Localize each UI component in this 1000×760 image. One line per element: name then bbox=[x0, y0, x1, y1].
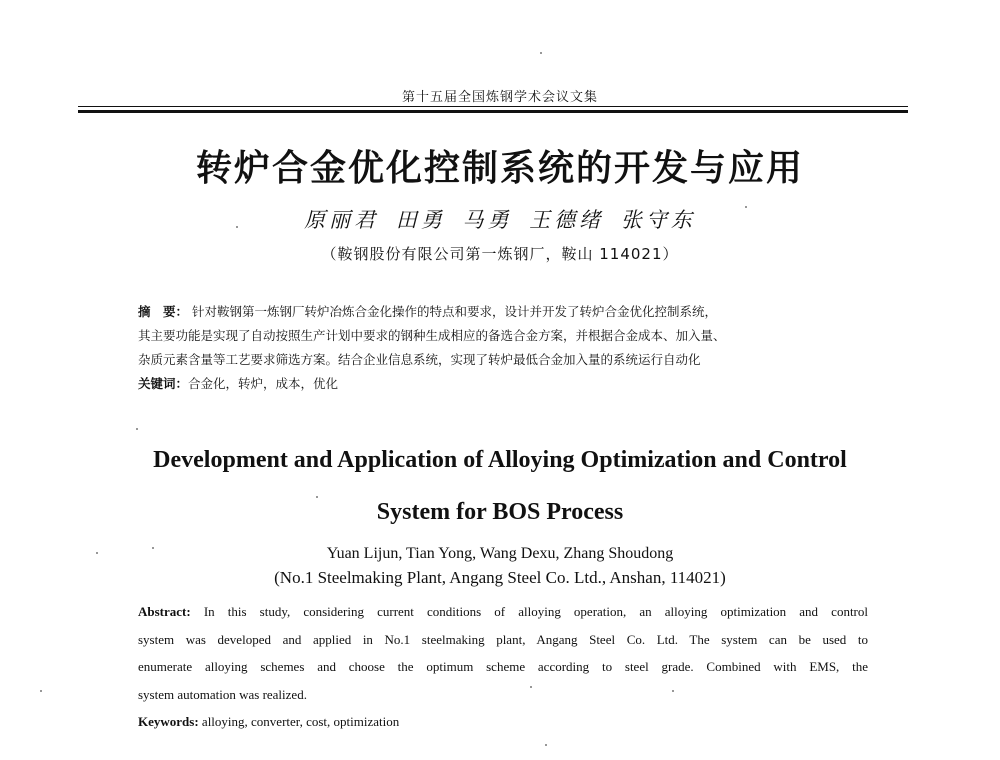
scan-speck bbox=[530, 686, 532, 688]
scan-speck bbox=[136, 428, 138, 430]
cn-abstract-label: 摘 要： bbox=[138, 304, 189, 319]
scan-speck bbox=[40, 690, 42, 692]
cn-abstract-line bbox=[138, 300, 868, 324]
en-abstract-line: system automation was realized. bbox=[138, 686, 307, 702]
en-abstract-text: In this study, considering current conditions of alloying operation, an alloying optimization and control bbox=[203, 604, 868, 619]
scan-speck bbox=[545, 744, 547, 746]
en-keywords bbox=[138, 708, 868, 736]
cn-keywords-text: 合金化，转炉，成本，优化 bbox=[188, 376, 339, 391]
en-keywords-label: Keywords: bbox=[138, 714, 199, 729]
scan-speck bbox=[96, 552, 98, 554]
en-abstract bbox=[138, 598, 868, 736]
en-abstract-line: enumerate alloying schemes and choose the optimum scheme according to steel grade. Combined with EMS, the bbox=[138, 659, 868, 674]
proceedings-header: 第十五届全国炼钢学术会议文集 bbox=[401, 90, 598, 105]
en-abstract-label: Abstract: bbox=[138, 604, 191, 619]
cn-affiliation: （鞍钢股份有限公司第一炼钢厂，鞍山 114021） bbox=[321, 245, 679, 263]
scan-speck bbox=[236, 226, 238, 228]
header-rule-thin bbox=[78, 106, 908, 107]
cn-abstract-line: 杂质元素含量等工艺要求筛选方案。结合企业信息系统，实现了转炉最低合金加入量的系统运行自动化 bbox=[138, 352, 701, 367]
scan-speck bbox=[672, 690, 674, 692]
en-affiliation: (No.1 Steelmaking Plant, Angang Steel Co. Ltd., Anshan, 114021) bbox=[274, 568, 726, 587]
cn-keywords-label: 关键词： bbox=[138, 376, 189, 391]
en-title-line-2: System for BOS Process bbox=[376, 499, 624, 525]
scan-speck bbox=[316, 496, 318, 498]
cn-title: 转炉合金优化控制系统的开发与应用 bbox=[195, 148, 804, 189]
en-authors: Yuan Lijun, Tian Yong, Wang Dexu, Zhang Shoudong bbox=[326, 545, 674, 562]
header-rule-thick bbox=[78, 110, 908, 113]
en-abstract-line bbox=[138, 598, 868, 626]
scan-speck bbox=[540, 52, 542, 54]
scan-speck bbox=[745, 206, 747, 208]
cn-keywords bbox=[138, 372, 868, 396]
cn-abstract bbox=[138, 300, 868, 396]
cn-abstract-text: 针对鞍钢第一炼钢厂转炉冶炼合金化操作的特点和要求，设计并开发了转炉合金优化控制系统， bbox=[192, 304, 718, 319]
cn-abstract-line: 其主要功能是实现了自动按照生产计划中要求的钢种生成相应的备选合金方案，并根据合金成本、加入量、 bbox=[138, 328, 726, 343]
cn-authors: 原丽君 田勇 马勇 王德绪 张守东 bbox=[304, 208, 696, 232]
en-title-line-1: Development and Application of Alloying Optimization and Control bbox=[153, 447, 847, 473]
scan-speck bbox=[152, 547, 154, 549]
en-keywords-text: alloying, converter, cost, optimization bbox=[201, 714, 400, 729]
en-abstract-line: system was developed and applied in No.1 steelmaking plant, Angang Steel Co. Ltd. The system can be used to bbox=[138, 631, 868, 647]
